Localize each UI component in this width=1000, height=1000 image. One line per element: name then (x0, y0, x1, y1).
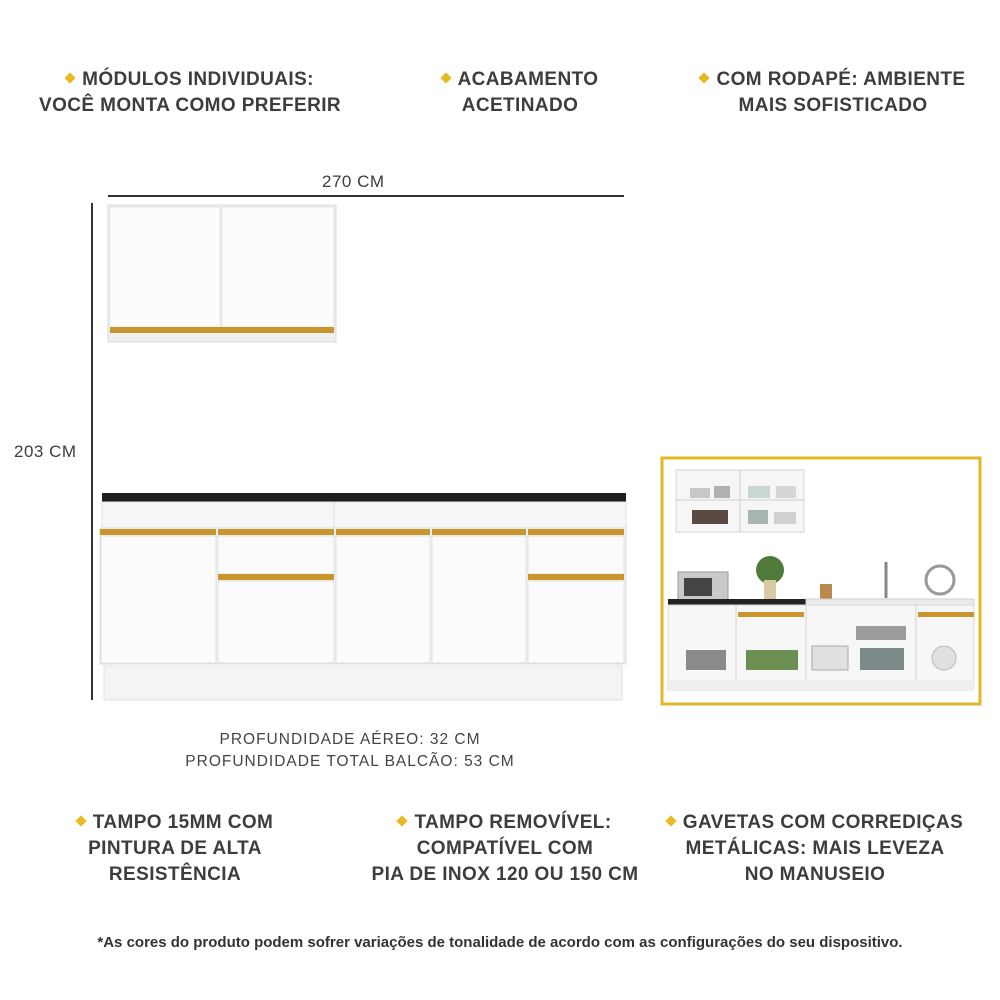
diamond-bullet-icon (75, 815, 86, 826)
width-label: 270 CM (322, 172, 385, 191)
color-disclaimer: *As cores do produto podem sofrer variações de tonalidade de acordo com as configurações do seu dispositivo. (97, 934, 903, 951)
plinth (104, 666, 622, 700)
feature-tampo-removivel: TAMPO REMOVÍVEL: COMPATÍVEL COM PIA DE INOX 120 OU 150 CM (371, 812, 639, 885)
height-label: 203 CM (14, 442, 77, 461)
feature-rodape: COM RODAPÉ: AMBIENTE MAIS SOFISTICADO (683, 67, 983, 119)
ambient-photo (662, 458, 980, 704)
lower-cabinets (100, 528, 626, 664)
feature-modulos: MÓDULOS INDIVIDUAIS: VOCÊ MONTA COMO PREFERIR (39, 69, 341, 116)
diamond-bullet-icon (397, 815, 408, 826)
feature-tampo: TAMPO 15MM COM PINTURA DE ALTA RESISTÊNCIA (40, 810, 310, 888)
diamond-bullet-icon (665, 815, 676, 826)
feature-acabamento: ACABAMENTO ACETINADO (410, 67, 630, 119)
depth-aereo: PROFUNDIDADE AÉREO: 32 CM (219, 731, 481, 748)
depth-info (150, 729, 550, 773)
feature-gavetas: GAVETAS COM CORREDIÇAS METÁLICAS: MAIS LEVEZA NO MANUSEIO (660, 810, 970, 888)
upper-cabinet (108, 205, 336, 342)
depth-balcao: PROFUNDIDADE TOTAL BALCÃO: 53 CM (185, 753, 515, 770)
countertop (102, 493, 626, 502)
